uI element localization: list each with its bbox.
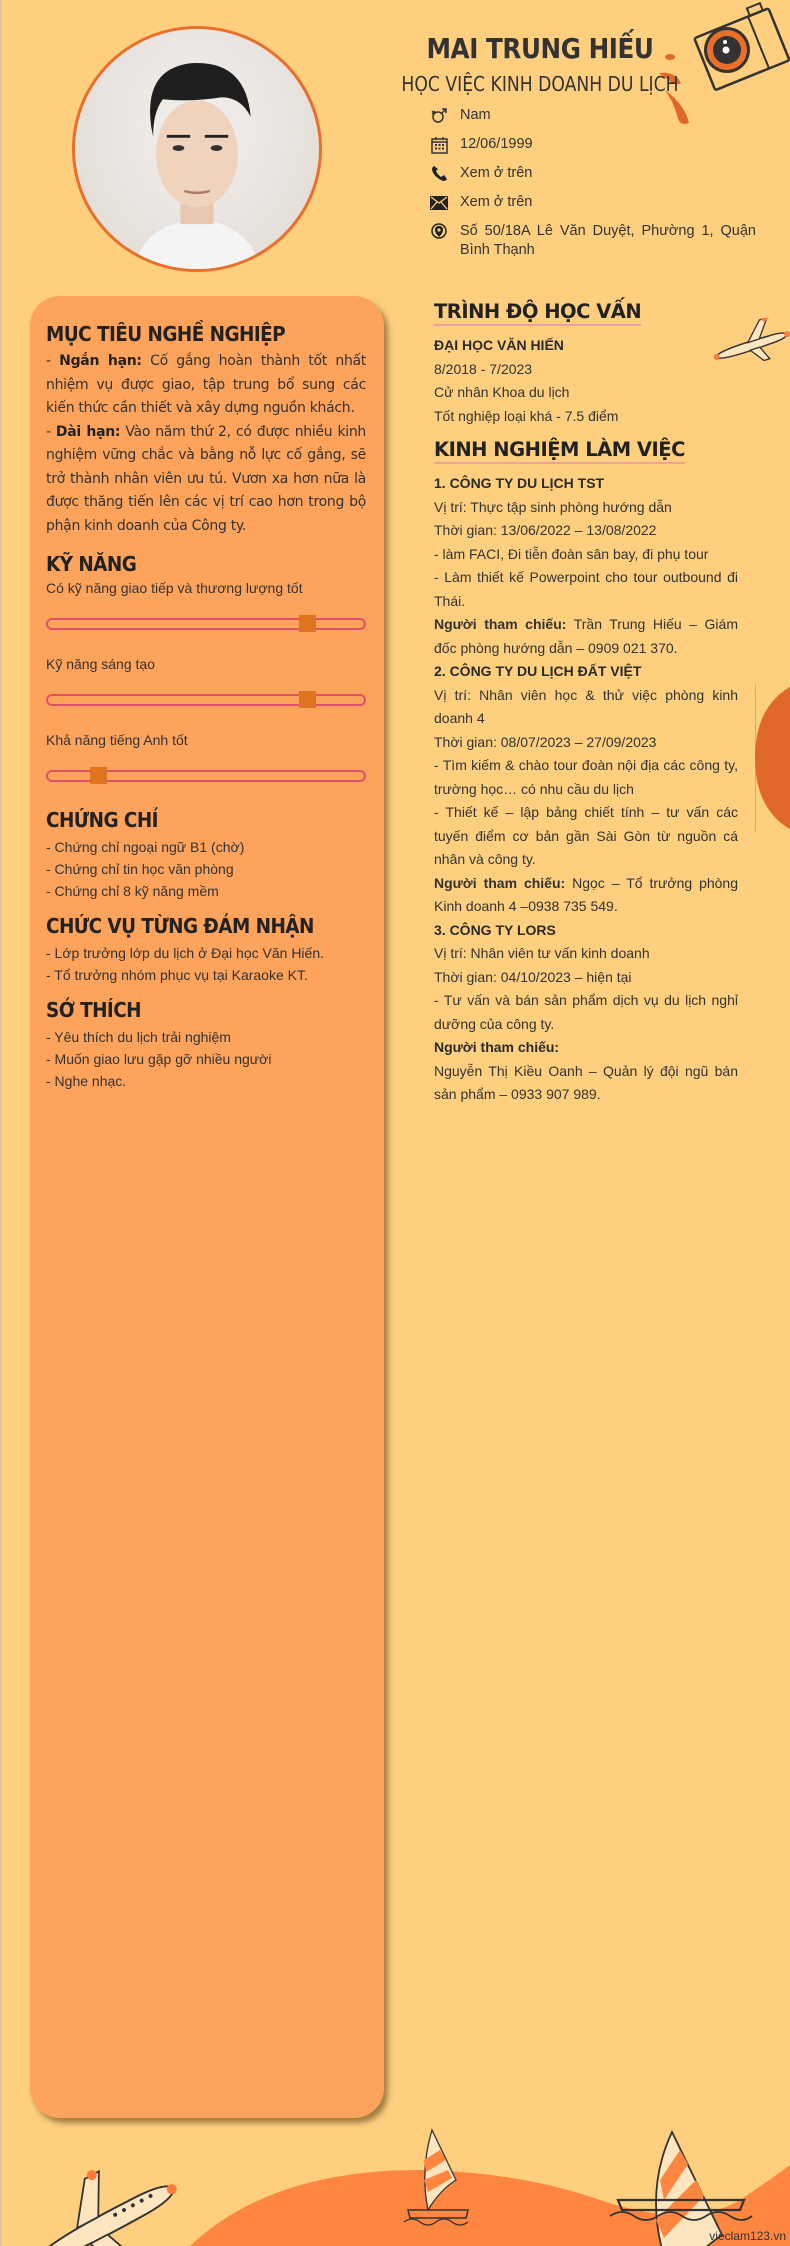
skill-level-bar <box>46 618 366 630</box>
company-name: 2. CÔNG TY DU LỊCH ĐẤT VIỆT <box>434 663 642 679</box>
left-sidebar-card <box>30 296 384 2118</box>
skill-level-bar <box>46 770 366 782</box>
job-title: HỌC VIỆC KINH DOANH DU LỊCH <box>401 72 679 96</box>
skill-level-marker <box>299 615 316 632</box>
job-reference: Người tham chiếu: Trần Trung Hiếu – Giám đốc phòng hướng dẫn – 0909 021 370. <box>434 616 738 656</box>
job-position: Vị trí: Thực tập sinh phòng hướng dẫn <box>434 498 672 515</box>
profile-photo <box>72 26 322 272</box>
skill-label: Kỹ năng sáng tạo <box>46 656 155 672</box>
gender-icon <box>428 106 450 125</box>
skill-level-bar <box>46 694 366 706</box>
right-column <box>434 300 738 1107</box>
skill-label: Khả năng tiếng Anh tốt <box>46 732 188 748</box>
job-reference: Nguyễn Thị Kiều Oanh – Quản lý đội ngũ bán sản phẩm – 0933 907 989. <box>434 1062 738 1102</box>
contact-info <box>428 106 756 270</box>
job-position: Vị trí: Nhân viên học & thử việc phòng kinh doanh 4 <box>434 686 738 726</box>
education-degree: Cử nhân Khoa du lịch <box>434 384 570 400</box>
education-grade: Tốt nghiệp loại khá - 7.5 điểm <box>434 407 619 424</box>
certificates-section <box>46 808 366 902</box>
list-item: - Chứng chỉ tin học văn phòng <box>46 861 234 877</box>
contact-address: Số 50/18A Lê Văn Duyệt, Phường 1, Quận Bình Thạnh <box>428 222 756 260</box>
candidate-name: MAI TRUNG HIẾU <box>426 32 654 65</box>
objective-section <box>46 322 366 538</box>
location-pin-icon <box>428 222 450 241</box>
job-reference: Người tham chiếu: Ngọc – Tổ trưởng phòng Kinh doanh 4 –0938 735 549. <box>434 874 738 914</box>
section-heading: CHỨC VỤ TỪNG ĐẢM NHẬN <box>46 914 314 938</box>
job-reference-label: Người tham chiếu: <box>434 1039 560 1055</box>
contact-gender: Nam <box>428 106 756 125</box>
job-duty: - Thiết kế – lập bảng chiết tính – tư vấn các tuyến điểm cơ bản gần Sài Gòn từ nguồn cá nhân và công ty. <box>434 804 738 867</box>
job-duty: - Tìm kiếm & chào tour đoàn nội địa các công ty, trường học… có nhu cầu du lịch <box>434 757 738 797</box>
list-item: - Chứng chỉ 8 kỹ năng mềm <box>46 883 219 899</box>
job-duty: - Làm thiết kế Powerpoint cho tour outbound đi Thái. <box>434 569 738 609</box>
job-time: Thời gian: 13/06/2022 – 13/08/2022 <box>434 522 657 538</box>
skill-label: Có kỹ năng giao tiếp và thương lượng tốt <box>46 580 303 596</box>
calendar-icon <box>428 135 450 154</box>
job-duty: - Tư vấn và bán sản phẩm dịch vụ du lịch nghỉ dưỡng của công ty. <box>434 992 738 1032</box>
experience-section <box>434 438 738 1107</box>
page-edge <box>0 0 2 2246</box>
skill-level-marker <box>299 691 316 708</box>
job-duty: - làm FACI, Đi tiễn đoàn sân bay, đi phụ tour <box>434 545 709 562</box>
contact-phone: Xem ở trên <box>428 164 756 183</box>
email-icon <box>428 193 450 212</box>
objective-short-term: - Ngắn hạn: Cố gắng hoàn thành tốt nhất nhiệm vụ được giao, tập trung bổ sung các kiến thức cần thiết và xây dựng nguồn khách. <box>46 353 366 416</box>
watermark: vieclam123.vn <box>709 2229 786 2243</box>
list-item: - Muốn giao lưu gặp gỡ nhiều người <box>46 1051 272 1067</box>
decorative-half-circle <box>755 684 790 832</box>
job-entry <box>434 472 738 660</box>
section-heading: CHỨNG CHỈ <box>46 808 158 832</box>
section-heading: MỤC TIÊU NGHỀ NGHIỆP <box>46 322 286 346</box>
skills-section <box>46 552 366 782</box>
job-position: Vị trí: Nhân viên tư vấn kinh doanh <box>434 945 650 961</box>
section-heading: TRÌNH ĐỘ HỌC VẤN <box>434 300 641 326</box>
section-heading: KINH NGHIỆM LÀM VIỆC <box>434 438 685 464</box>
positions-section <box>46 914 366 986</box>
contact-birthday: 12/06/1999 <box>428 135 756 154</box>
list-item: - Nghe nhạc. <box>46 1073 127 1089</box>
education-section <box>434 300 738 428</box>
education-period: 8/2018 - 7/2023 <box>434 360 533 377</box>
skill-level-marker <box>90 767 107 784</box>
objective-long-term: - Dài hạn: Vào năm thứ 2, có được nhiều kinh nghiệm vững chắc và bằng nỗ lực cố gắng, sẽ trở thành nhân viên ưu tú. Vươn xa hơn nữa là được thăng tiến lên các vị trí cao hơn trong bộ phận kinh doanh của Công ty. <box>46 423 367 534</box>
section-heading: SỞ THÍCH <box>46 998 142 1022</box>
hobbies-section <box>46 998 366 1092</box>
company-name: 3. CÔNG TY LORS <box>434 921 556 938</box>
airplane-icon <box>6 2138 198 2246</box>
bottom-decoration <box>0 2080 790 2246</box>
list-item: - Yêu thích du lịch trải nghiệm <box>46 1029 231 1045</box>
school-name: ĐẠI HỌC VĂN HIẾN <box>434 337 564 353</box>
job-time: Thời gian: 08/07/2023 – 27/09/2023 <box>434 733 657 750</box>
job-entry <box>434 660 738 919</box>
section-heading: KỸ NĂNG <box>46 552 137 576</box>
company-name: 1. CÔNG TY DU LỊCH TST <box>434 475 605 491</box>
job-time: Thời gian: 04/10/2023 – hiện tại <box>434 968 632 985</box>
list-item: - Lớp trưởng lớp du lịch ở Đại học Văn Hiến. <box>46 945 324 961</box>
contact-email: Xem ở trên <box>428 193 756 212</box>
job-entry <box>434 919 738 1107</box>
list-item: - Chứng chỉ ngoại ngữ B1 (chờ) <box>46 839 245 855</box>
phone-icon <box>428 164 450 183</box>
list-item: - Tổ trưởng nhóm phục vụ tại Karaoke KT. <box>46 967 308 983</box>
